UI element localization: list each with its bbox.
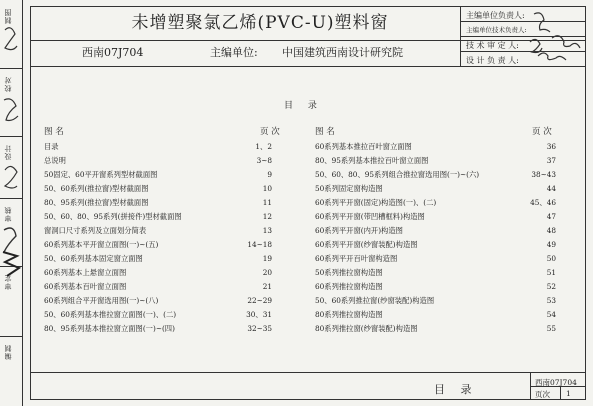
- toc-page: 3~8: [256, 156, 272, 165]
- toc-page: 49: [546, 240, 556, 249]
- toc-page: 55: [546, 324, 556, 333]
- header-signatures: [528, 8, 584, 64]
- toc-page: 13: [262, 226, 272, 235]
- toc-page: 37: [546, 156, 556, 165]
- toc-entry[interactable]: 80、95系列基本推拉百叶窗立面图: [315, 156, 429, 165]
- toc-entry[interactable]: 目录: [44, 142, 59, 151]
- toc-entry[interactable]: 60系列基本平开窗立面图(一)~(五): [44, 240, 159, 249]
- col-header-name: 图 名: [315, 127, 335, 137]
- toc-entry[interactable]: 50、60系列基本固定窗立面图: [44, 254, 143, 263]
- role-label: 设 计 负 责 人:: [466, 56, 519, 65]
- toc-page: 36: [546, 142, 556, 151]
- strip-label: 编制: [4, 344, 12, 360]
- toc-page: 54: [546, 310, 556, 319]
- toc-entry[interactable]: 60系列平开窗(固定)构造图(一)、(二): [315, 198, 437, 207]
- toc-page: 47: [546, 212, 556, 221]
- toc-page: 14~18: [247, 240, 272, 249]
- toc-entry[interactable]: 50、60系列推拉窗(纱窗装配)构造图: [315, 296, 435, 305]
- toc-entry[interactable]: 60系列基本推拉百叶窗立面图: [315, 142, 412, 151]
- toc-page: 52: [546, 282, 556, 291]
- strip-label: 审定: [4, 274, 12, 290]
- editor-unit: 中国建筑西南设计研究院: [282, 46, 403, 59]
- toc-page: 51: [546, 268, 556, 277]
- toc-entry[interactable]: 80、95系列基本推拉窗立面图(一)~(四): [44, 324, 175, 333]
- toc-page: 50: [546, 254, 556, 263]
- strip-label: 审核: [4, 206, 12, 222]
- toc-entry[interactable]: 总说明: [44, 156, 66, 165]
- toc-page: 22~29: [247, 296, 272, 305]
- toc-page: 30、31: [246, 310, 272, 319]
- toc-page: 20: [262, 268, 272, 277]
- toc-entry[interactable]: 60系列基本百叶窗立面图: [44, 282, 127, 291]
- toc-entry[interactable]: 50、60、80、95系列(拼接件)型材截面图: [44, 212, 182, 221]
- toc-page: 1、2: [255, 142, 272, 151]
- toc-entry[interactable]: 50固定、60平开窗系列型材截面图: [44, 170, 158, 179]
- toc-entry[interactable]: 60系列平开窗(带凹槽框料)构造图: [315, 212, 425, 221]
- toc-entry[interactable]: 60系列平开窗(纱窗装配)构造图: [315, 240, 418, 249]
- toc-entry[interactable]: 60系列推拉窗构造图: [315, 282, 383, 291]
- toc-entry[interactable]: 60系列组合平开窗选用图(一)~(八): [44, 296, 159, 305]
- toc-page: 53: [546, 296, 556, 305]
- editor-unit-label: 主编单位:: [210, 46, 258, 59]
- col-header-name: 图 名: [44, 127, 64, 137]
- footer-atlas-code: 西南07J704: [535, 378, 577, 387]
- toc-entry[interactable]: 50、60系列(推拉窗)型材截面图: [44, 184, 149, 193]
- footer-page-label: 页次: [535, 390, 550, 399]
- toc-page: 10: [262, 184, 272, 193]
- toc-entry[interactable]: 50系列推拉窗构造图: [315, 268, 383, 277]
- toc-page: 9: [267, 170, 272, 179]
- toc-page: 48: [546, 226, 556, 235]
- toc-page: 19: [262, 254, 272, 263]
- toc-entry[interactable]: 80系列推拉窗(纱窗装配)构造图: [315, 324, 418, 333]
- toc-entry[interactable]: 60系列平开百叶窗构造图: [315, 254, 398, 263]
- toc-page: 32~35: [247, 324, 272, 333]
- toc-page: 21: [262, 282, 272, 291]
- role-label: 主编单位负责人:: [466, 11, 525, 20]
- footer-sheet-title: 目 录: [434, 383, 478, 396]
- drawing-title: 未增塑聚氯乙烯(PVC-U)塑料窗: [131, 13, 389, 33]
- role-label: 技 术 审 定 人:: [466, 41, 519, 50]
- role-label: 主编单位技术负责人:: [466, 26, 527, 34]
- toc-entry[interactable]: 80系列推拉窗构造图: [315, 310, 383, 319]
- toc-entry[interactable]: 50、60系列基本推拉窗立面图(一)、(二): [44, 310, 177, 319]
- footer-page-number: 1: [566, 389, 571, 398]
- toc-entry[interactable]: 60系列平开窗(内开)构造图: [315, 226, 403, 235]
- toc-entry[interactable]: 80、95系列(推拉窗)型材截面图: [44, 198, 149, 207]
- toc-page: 45、46: [530, 198, 556, 207]
- toc-entry[interactable]: 50、60、80、95系列组合推拉窗选用图(一)~(六): [315, 170, 480, 179]
- col-header-page: 页 次: [532, 127, 552, 137]
- atlas-code: 西南07J704: [82, 46, 144, 59]
- strip-label: 制图: [4, 8, 12, 24]
- strip-label: 设计: [4, 144, 12, 160]
- toc-page: 38~43: [531, 170, 556, 179]
- col-header-page: 页 次: [260, 127, 280, 137]
- toc-entry[interactable]: 50系列固定窗构造图: [315, 184, 383, 193]
- toc-title: 目 录: [284, 101, 323, 111]
- toc-page: 11: [262, 198, 272, 207]
- toc-page: 44: [546, 184, 556, 193]
- strip-label: 校对: [4, 76, 12, 92]
- strip-signatures: [1, 20, 21, 340]
- toc-page: 12: [262, 212, 272, 221]
- toc-entry[interactable]: 60系列基本上悬窗立面图: [44, 268, 127, 277]
- binding-strip: [0, 0, 23, 406]
- toc-entry[interactable]: 窗洞口尺寸系列及立面划分简表: [44, 226, 147, 235]
